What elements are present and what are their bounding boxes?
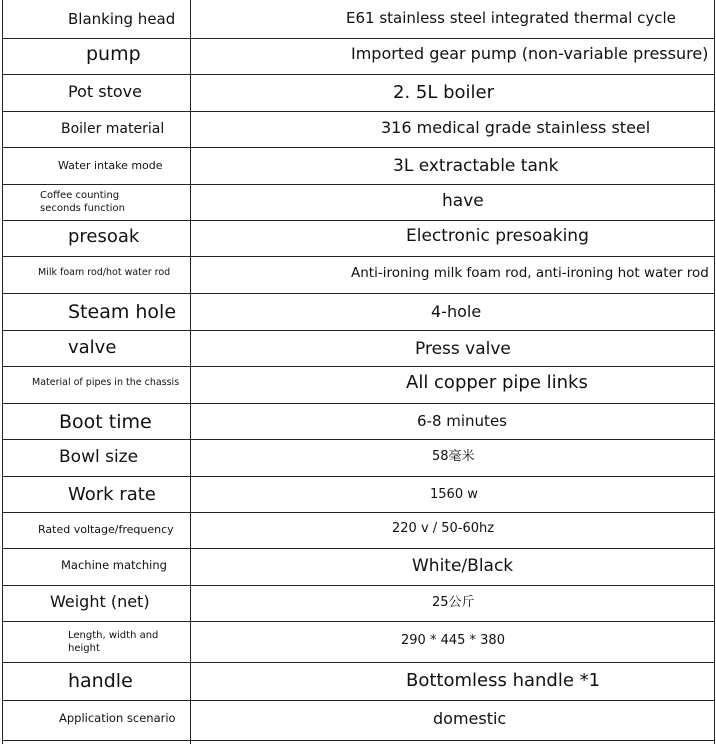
spec-label: Bowl size bbox=[59, 447, 139, 467]
spec-value: 58毫米 bbox=[432, 449, 475, 464]
spec-value: domestic bbox=[433, 709, 507, 728]
spec-value: Imported gear pump (non-variable pressure) bbox=[351, 44, 709, 63]
spec-value: have bbox=[442, 191, 484, 211]
row-divider bbox=[2, 403, 715, 404]
spec-value: 220 v / 50-60hz bbox=[392, 521, 495, 536]
row-divider bbox=[2, 439, 715, 440]
spec-label: Water intake mode bbox=[58, 159, 163, 172]
row-divider bbox=[2, 184, 715, 185]
row-divider bbox=[2, 220, 715, 221]
row-divider bbox=[2, 74, 715, 75]
spec-label: Milk foam rod/hot water rod bbox=[38, 267, 171, 278]
row-divider bbox=[2, 111, 715, 112]
spec-label: Coffee counting seconds function bbox=[40, 190, 125, 214]
row-divider bbox=[2, 621, 715, 622]
spec-label: pump bbox=[86, 43, 141, 65]
spec-value: All copper pipe links bbox=[406, 372, 588, 393]
row-divider bbox=[2, 585, 715, 586]
spec-value: Electronic presoaking bbox=[406, 226, 589, 246]
spec-value: 1560 w bbox=[430, 487, 478, 502]
spec-label: Weight (net) bbox=[50, 592, 150, 611]
spec-label: Blanking head bbox=[68, 10, 176, 28]
spec-value: Anti-ironing milk foam rod, anti-ironing hot water rod bbox=[351, 265, 709, 281]
spec-value: Press valve bbox=[415, 339, 511, 359]
spec-value: 316 medical grade stainless steel bbox=[381, 118, 651, 137]
spec-value: 3L extractable tank bbox=[393, 156, 559, 176]
spec-value: White/Black bbox=[412, 556, 514, 576]
row-divider bbox=[2, 662, 715, 663]
spec-value: E61 stainless steel integrated thermal cycle bbox=[346, 9, 676, 27]
spec-label: valve bbox=[68, 337, 117, 358]
spec-value: 4-hole bbox=[431, 302, 482, 321]
row-divider bbox=[2, 700, 715, 701]
spec-label: Material of pipes in the chassis bbox=[32, 377, 180, 388]
row-divider bbox=[2, 330, 715, 331]
spec-label: Application scenario bbox=[59, 711, 176, 725]
row-divider bbox=[2, 293, 715, 294]
row-divider bbox=[2, 548, 715, 549]
row-divider bbox=[2, 147, 715, 148]
spec-value: 2. 5L boiler bbox=[393, 82, 495, 103]
spec-value: 6-8 minutes bbox=[417, 412, 507, 430]
row-divider bbox=[2, 38, 715, 39]
spec-label: Machine matching bbox=[61, 558, 167, 572]
spec-label: Pot stove bbox=[68, 82, 142, 101]
spec-value: 290 * 445 * 380 bbox=[401, 633, 505, 648]
row-divider bbox=[2, 512, 715, 513]
row-divider bbox=[2, 256, 715, 257]
spec-label: handle bbox=[68, 670, 133, 692]
spec-label: Length, width and height bbox=[68, 630, 159, 654]
spec-label: Work rate bbox=[68, 484, 156, 505]
row-divider bbox=[2, 740, 715, 741]
row-divider bbox=[2, 476, 715, 477]
spec-value: 25公斤 bbox=[432, 595, 475, 610]
spec-label: Boiler material bbox=[61, 121, 165, 137]
spec-label: presoak bbox=[68, 226, 140, 247]
spec-value: Bottomless handle *1 bbox=[406, 670, 601, 691]
spec-label: Boot time bbox=[59, 411, 152, 433]
spec-label: Steam hole bbox=[68, 301, 177, 323]
spec-label: Rated voltage/frequency bbox=[38, 523, 174, 536]
row-divider bbox=[2, 366, 715, 367]
